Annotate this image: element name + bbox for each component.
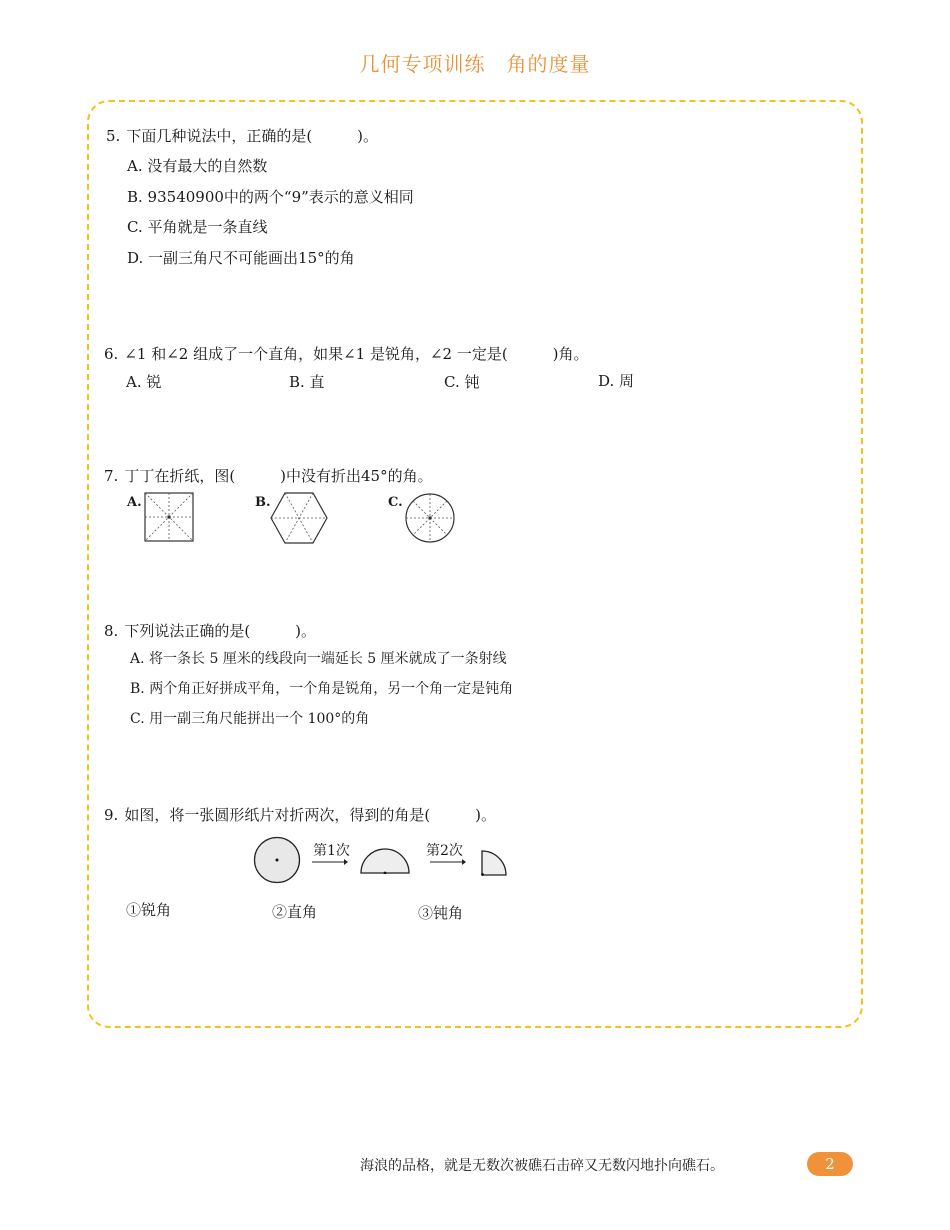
question-frame — [87, 100, 863, 1028]
question-number: 7. — [104, 467, 119, 485]
question-6 — [104, 343, 589, 364]
semicircle-paper-figure — [360, 848, 410, 874]
q9-option-2: ②直角 — [272, 903, 318, 921]
arrow-right-icon — [430, 858, 466, 866]
q8-option-a: A. 将一条长 5 厘米的线段向一端延长 5 厘米就成了一条射线 — [130, 651, 507, 667]
q6-option-a: A. 锐 — [126, 373, 162, 391]
q8-option-b: B. 两个角正好拼成平角，一个角是锐角，另一个角一定是钝角 — [130, 681, 514, 697]
quarter-circle-paper-figure — [481, 850, 507, 876]
folded-square-figure — [144, 492, 194, 542]
question-number: 9. — [104, 806, 119, 824]
q7-figure-label-c: C. — [388, 495, 403, 510]
question-text: 丁丁在折纸，图( )中没有折出45°的角。 — [124, 467, 433, 485]
q5-option-d: D. 一副三角尺不可能画出15°的角 — [127, 249, 355, 267]
question-text: 下面几种说法中，正确的是( )。 — [126, 127, 379, 145]
question-text: 下列说法正确的是( )。 — [124, 622, 317, 640]
question-text: ∠1 和∠2 组成了一个直角，如果∠1 是锐角，∠2 一定是( )角。 — [124, 345, 589, 363]
fold-step-1-label: 第1次 — [313, 843, 350, 859]
q9-option-1: ①锐角 — [126, 901, 172, 919]
q8-option-c: C. 用一副三角尺能拼出一个 100°的角 — [130, 711, 370, 727]
page-title: 几何专项训练 角的度量 — [359, 52, 591, 76]
q9-option-3: ③钝角 — [418, 904, 464, 922]
question-number: 8. — [104, 622, 119, 640]
q7-figure-label-b: B. — [255, 495, 271, 510]
q6-option-b: B. 直 — [289, 373, 325, 391]
q6-option-d: D. 周 — [598, 372, 635, 390]
q7-figure-label-a: A. — [127, 495, 142, 510]
full-circle-paper-figure — [253, 836, 301, 884]
fold-step-2-label: 第2次 — [426, 843, 463, 859]
arrow-right-icon — [312, 858, 348, 866]
page-number-badge: 2 — [807, 1152, 853, 1176]
question-9 — [104, 804, 496, 825]
question-text: 如图，将一张圆形纸片对折两次，得到的角是( )。 — [124, 806, 497, 824]
q5-option-c: C. 平角就是一条直线 — [127, 218, 268, 236]
q5-option-a: A. 没有最大的自然数 — [127, 157, 268, 175]
folded-circle-figure — [404, 492, 456, 544]
question-8 — [104, 620, 316, 641]
question-5 — [106, 125, 378, 146]
question-7 — [104, 465, 433, 486]
folded-hexagon-figure — [270, 492, 328, 544]
footer-quote: 海浪的品格，就是无数次被礁石击碎又无数闪地扑向礁石。 — [360, 1158, 724, 1174]
question-number: 6. — [104, 345, 119, 363]
q5-option-b: B. 93540900中的两个“9”表示的意义相同 — [127, 188, 414, 206]
q6-option-c: C. 钝 — [444, 373, 480, 391]
question-number: 5. — [106, 127, 121, 145]
